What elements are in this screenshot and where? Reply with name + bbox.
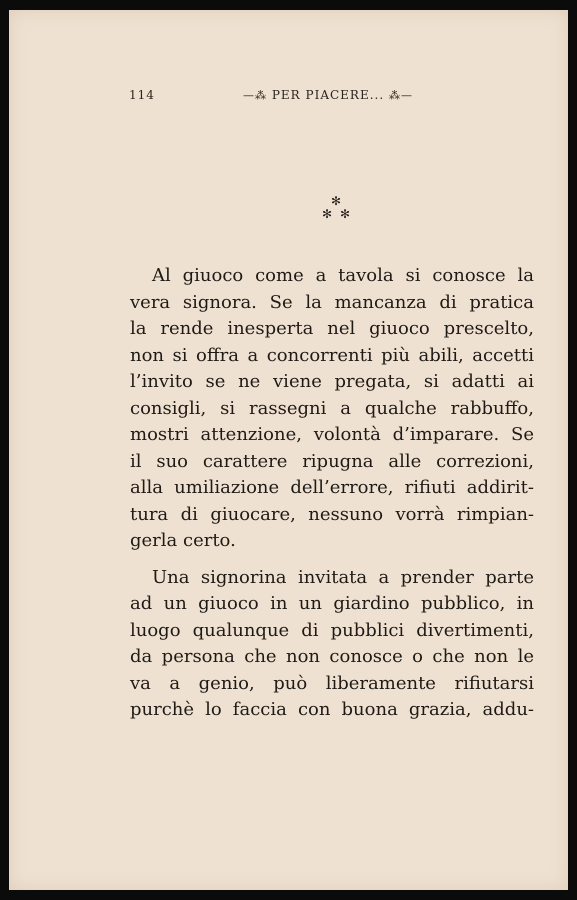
text-line: gerla certo. — [130, 530, 236, 551]
svg-text:✻: ✻ — [331, 194, 342, 208]
text-line: non si offra a concorrenti più abili, accetti — [130, 344, 534, 366]
page-number: 114 — [129, 88, 155, 102]
text-line: vera signora. Se la mancanza di pratica — [130, 291, 534, 313]
text-line: va a genio, può liberamente rifiutarsi — [130, 672, 534, 694]
paragraph-2 — [130, 565, 534, 724]
paragraph-gap — [130, 555, 534, 565]
text-line: Al giuoco come a tavola si conosce la — [152, 265, 534, 286]
text-line: il suo carattere ripugna alle correzioni, — [130, 450, 534, 472]
asterism-icon — [322, 194, 352, 220]
text-line: luogo qualunque di pubblici divertimenti, — [130, 619, 534, 641]
text-line: l’invito se ne viene pregata, si adatti ai — [130, 371, 534, 392]
text-line: Una signorina invitata a prender parte — [152, 566, 534, 588]
text-line: da persona che non conosce o che non le — [130, 646, 534, 667]
svg-text:✻: ✻ — [322, 207, 333, 220]
text-line: purchè lo faccia con buona grazia, addu- — [130, 699, 534, 720]
header-ornament-right: ⁂— — [389, 89, 413, 102]
running-title-group — [243, 88, 413, 102]
paragraph-1 — [130, 263, 534, 555]
header-ornament-left: —⁂ — [243, 89, 267, 102]
text-line: la rende inesperta nel giuoco prescelto, — [130, 318, 534, 339]
book-page — [9, 10, 568, 890]
text-line: mostri attenzione, volontà d’imparare. Se — [130, 424, 534, 445]
text-line: consigli, si rassegni a qualche rabbuffo, — [130, 397, 534, 419]
running-title: PER PIACERE... — [271, 88, 385, 102]
page-header — [129, 88, 459, 106]
svg-text:✻: ✻ — [340, 207, 351, 220]
body-text — [130, 263, 534, 724]
text-line: alla umiliazione dell’errore, rifiuti addirit- — [130, 477, 534, 498]
text-line: tura di giuocare, nessuno vorrà rimpian- — [130, 503, 534, 525]
text-line: ad un giuoco in un giardino pubblico, in — [130, 593, 534, 614]
